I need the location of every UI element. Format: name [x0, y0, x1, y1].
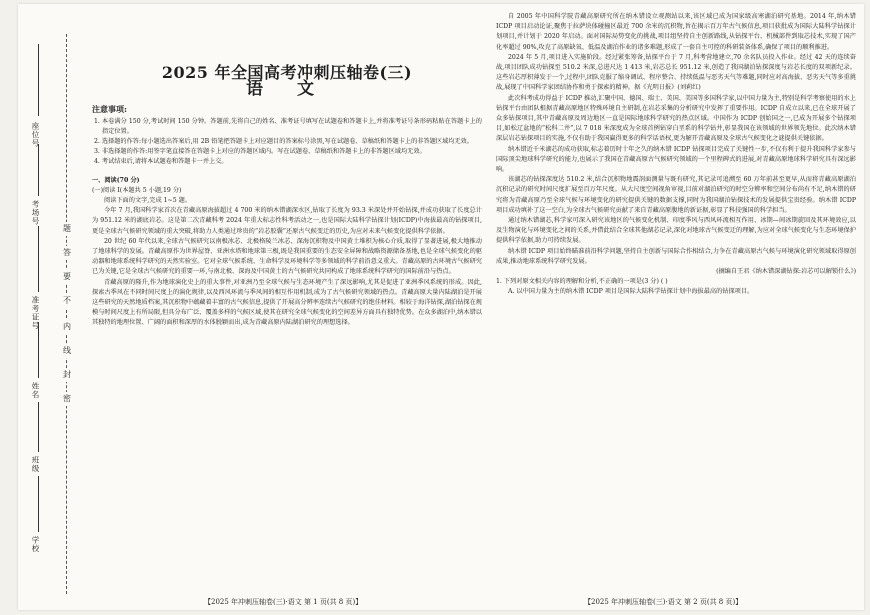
- passage-paragraph: 该湖芯的钻探深度达 510.2 米,结合沉积物地震剖面测量与既有研究,其记录可追溯至 60 万年前甚至更早,从而将青藏高原湖泊沉积记录的研究时间尺度扩展至百万年尺度。从大尺度空间视角审视,目前对湖泊研究的时空分辨率和空间分布尚有不足,纳木错的研究将为青藏高原乃至全球气候与环境变化的研究提供关键的数据支撑,同时为我国湖泊钻探技术的发展提供宝贵经验。纳木错 ICDP 项目成功填补了这一空白,为全球古气候研究贡献了来自青藏高原腹地的新证据,彰显了科技强国的科学担当。: [496, 176, 856, 214]
- seal-char: 封: [62, 368, 72, 382]
- passage-source: (摘编自王君《纳木错深湖钻探:岩芯可以解锁什么》): [716, 268, 856, 276]
- seal-char: 线: [62, 344, 72, 358]
- margin-label-room: 考场号: [31, 200, 40, 226]
- binding-margin: [18, 4, 80, 610]
- room-fill-line[interactable]: [38, 144, 39, 196]
- passage-paragraph: 2024 年 5 月,项目进入实施阶段。经过紧张筹备,钻探平台于 7 月,科考营地建立,70 余名队员投入作业。经过 42 天的连续奋战,项目团队成功钻探至 510.2 米深,总进尺达 1 413 米,岩芯总长 951.12 米,创造了我国湖泊钻探深度与岩芯长度的双项新纪录。这些岩芯厚积薄发于一个,过程中,团队克服了缩身调试、程序整合、持续低温与恶劣天气等难题,同时应对高海拔、恶劣天气等多重挑战,展现了中国科学家团结协作和勇于探索的精神。据《光明日报》(刘莉红): [496, 53, 856, 92]
- question-1: 1. 下列对原文相关内容的理解和分析,不正确的一项是(3 分) ( ): [496, 278, 668, 286]
- page-2-footer: 【2025 年冲刺压轴卷(三)·语文 第 2 页(共 8 页)】: [584, 598, 743, 606]
- name-fill-line[interactable]: [38, 322, 39, 378]
- page-1-column: [92, 62, 482, 329]
- margin-label-name: 姓名: [31, 382, 40, 399]
- school-fill-line[interactable]: [38, 476, 39, 532]
- margin-label-ticket: 准考证号: [31, 296, 40, 330]
- seal-char: 不: [62, 294, 72, 308]
- seat-fill-line[interactable]: [38, 44, 39, 116]
- passage-paragraph: 纳木错 ICDP 项目始终瞄准前沿科学问题,坚持自主创新与国际合作相结合,力争在青藏高原古气候与环境演化研究领域取得原创成果,推动地球系统科学研究发展。: [496, 247, 856, 265]
- seal-char: 答: [62, 246, 72, 260]
- passage-paragraph: 自 2005 年中国科学院青藏高原研究所在纳木错设立观测站以来,该区域已成为国家级高寒湖泊研究基地。2014 年,纳木错 ICDP 项目启动论证,聚焦于拉萨块体碰撞区最近 700 余米的沉积物,旨在揭示百万年古气候信息,项目获批成为国际大陆科学钻探计划项目,并计划于 2020 年启动。面对国际局势变化的挑战,项目组坚持自主创新路线,从钻探平台、机械部件到取芯技术,实现了国产化率超过 90%,攻克了高原缺氧、低温及湖泊作业的诸多难题,形成了一套自主可控的科研装备体系,确保了项目的顺利推进。: [496, 13, 856, 51]
- passage-paragraph: 20 世纪 60 年代以来,全球古气候研究以南极冰芯、北极格陵兰冰芯、深海沉积物及中国黄土堆积为核心介质,取得了显著进展,极大地推动了地球科学的发展。青藏高原作为世界屋脊、亚洲水塔和地球第三极,既是我国重要的生态安全屏障和战略资源储备基地,也是全球气候变化的驱动器和地球系统科学研究的天然实验室。它对全球气候系统、生命科学及环境科学等多领域的科学前沿意义重大。青藏高原的古环境古气候研究已为关键,它是全球古气候研究的重要一环,与南北极、深海及中国黄土的古气候研究共同构成了地球系统科学研究的国际前沿与热点。: [92, 237, 482, 276]
- exam-title: 2025 年全国高考冲刺压轴卷(三): [161, 63, 413, 82]
- seal-char: 密: [62, 392, 72, 406]
- seal-dashed-line: [66, 34, 67, 594]
- seal-char: 题: [62, 222, 72, 236]
- notes-heading: 注意事项:: [92, 104, 127, 115]
- ticket-fill-line[interactable]: [38, 226, 39, 292]
- question-1-option-a: A. 以中国力量为主的纳木错 ICDP 项目是国际大陆科学钻探计划中海拔最高的钻探项目。: [508, 288, 754, 296]
- class-fill-line[interactable]: [38, 402, 39, 452]
- subsection-heading: (一)阅读 I(本题共 5 小题,19 分): [92, 186, 182, 194]
- passage-paragraph: 今年 7 月,我国科学家首次在青藏高原海拔超过 4 700 米的纳木错湖深水区,钻取了长度为 93.3 米深处并开始钻探,并成功获取了长度总计为 951.12 米的湖底岩芯。这是第二次青藏科考 2024 年重大标志性科考活动之一,也是国际大陆科学钻探计划(ICDP)中海拔最高的钻探项目,更是全球古气候研究领域的重大突破,将助力人类通过珍贵的“岩芯胶囊”还原古气候变迁的历史,为应对未来气候变化提供科学依据。: [92, 207, 482, 235]
- note-item: 1. 本卷满分 150 分,考试时间 150 分钟。答题前,先将自己的姓名、准考证号填写在试题卷和答题卡上,并将准考证号条形码粘贴在答题卡上的指定位置。: [94, 117, 482, 135]
- margin-label-seat: 座位号: [31, 122, 40, 148]
- note-item: 3. 非选择题的作答:用签字笔直接答在答题卡上对应的答题区域内。写在试题卷、草稿纸和答题卡上的非答题区域均无效。: [94, 148, 426, 156]
- passage-paragraph: 纳木错近千米湖芯的成功获取,标志着历时十年之久的纳木错 ICDP 钻探项目完成了关键性一步,不仅有利于提升我国科学家参与国际顶尖地球科学研究的能力,也展示了我国在青藏高原古气候研究领域的一个里程碑式的进展,对青藏高原地球科学研究具有深远影响。: [496, 145, 856, 174]
- passage-paragraph: 通过纳木错湖芯,科学家可深入研究该地区的气候变化机制、印度季风与西风环流相互作用、冰期—间冰期旋回及其环境效应,以及生物演化与环境变化之间的关系,并借此结合全球其他湖芯记录,深化对地球古气候变迁的理解,为应对全球气候变化与生态环境保护提供科学依据,助力可持续发展。: [496, 217, 856, 245]
- reading-instruction: 阅读下面的文字,完成 1~5 题。: [104, 197, 192, 205]
- note-item: 4. 考试结束后,请将本试题卷和答题卡一并上交。: [94, 158, 228, 166]
- passage-paragraph: 此次科考成功得益于 ICDP 推动,汇聚中国、德国、瑞士、美国、美国等多国科学家,以中国力量为主,特别是科学考察使用的水上钻探平台由团队根据青藏高原地区特殊环境自主研制,在岩芯采集的分析研究中发挥了重要作用。ICDP 自成立以来,已在全球开展了众多钻探项目,其中青藏高原及周边地区一直是国际地球科学研究的热点区域。中国作为 ICDP 创始国之一,已成为开展多个钻探项目,如松辽盆地的“松科二井”,以 7 018 米深度成为全球首例钻穿白垩系的科学钻井,彰显我国在该领域的世界领先地位。此次纳木错深层岩芯钻探项目的实施,不仅有助于我国赢得更多的科学话语权,更为解开青藏高原及全球古气候变化之谜提供关键依据。: [496, 94, 856, 143]
- exam-sheet: [18, 4, 864, 610]
- seal-char: 要: [62, 270, 72, 284]
- page-1-footer: 【2025 年冲刺压轴卷(三)·语文 第 1 页(共 8 页)】: [204, 598, 363, 606]
- page-2-column: [496, 12, 856, 298]
- section-heading: 一、阅读(70 分): [92, 176, 140, 184]
- margin-label-school: 学校: [31, 536, 40, 553]
- exam-subject: 语 文: [246, 79, 328, 100]
- note-item: 2. 选择题的作答:每小题选出答案后,用 2B 铅笔把答题卡上对应题目的答案标号涂黑,写在试题卷、草稿纸和答题卡上的非答题区域均无效。: [94, 138, 473, 146]
- passage-paragraph: 青藏高原的隆升,作为地球演化史上的重大事件,对亚洲乃至全球气候与生态环境产生了深远影响,尤其是促进了亚洲季风系统的形成。因此,探索古季风在不同时间尺度上的演化规律,以及西风环流与季风间的相互作用机制,成为了古气候研究领域的热点。青藏高原大量内陆湖泊是开展这些研究的天然地质档案,其沉积物中蕴藏着丰富的古气候信息,提供了开展高分辨率连续古气候研究的绝佳材料。相较于海洋钻探,湖泊钻探在规模与时间尺度上有所局限,但具分布广泛、覆盖多样的气候区域,使其在研究全球气候变化的空间差异方面具有独特优势。在众多湖泊中,纳木错以其独特的地理位置、广阔的面积和深厚的水体脱颖而出,成为青藏高原内陆湖泊研究的理想选择。: [92, 278, 482, 327]
- margin-label-class: 班级: [31, 456, 40, 473]
- seal-char: 内: [62, 320, 72, 334]
